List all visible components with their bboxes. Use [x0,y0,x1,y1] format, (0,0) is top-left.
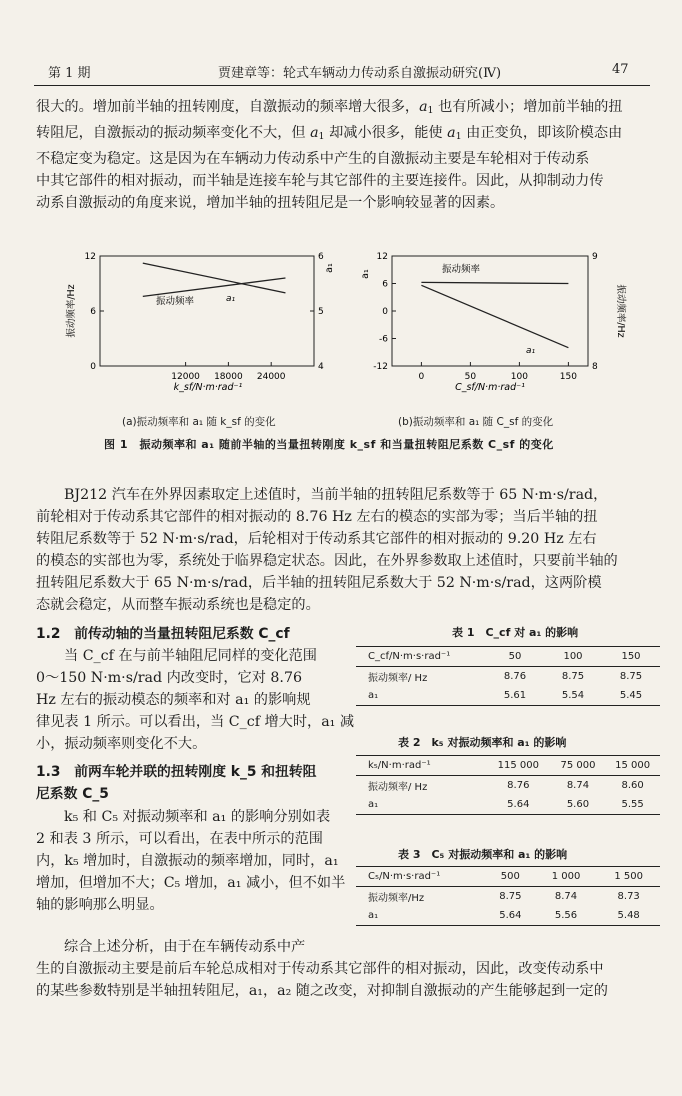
text-line: 当 C_cf 在与前半轴阻尼同样的变化范围 [64,648,317,664]
caption-a: (a)振动频率和 a₁ 随 k_sf 的变化 [122,416,276,428]
table-cell: 5.60 [551,795,606,815]
series-label-a1: a₁ [226,294,236,304]
x-tick-label: 18000 [214,372,243,382]
running-title: 贾建章等：轮式车辆动力传动系自激振动研究(Ⅳ) [218,66,502,81]
text-line: 的某些参数特别是半轴扭转阻尼，a₁，a₂ 随之改变，对抑制自激振动的产生能够起到一定的 [36,983,608,999]
text-line: BJ212 汽车在外界因素取定上述值时，当前半轴的扭转阻尼系数等于 65 N·m·s/rad， [64,487,608,503]
table-header-row [356,867,660,887]
text-line: 态就会稳定，从而整车振动系统也是稳定的。 [36,597,320,613]
table-cell: C₅/N·m·s·rad⁻¹ [356,867,486,887]
table-cell: 500 [486,867,535,887]
y-tick-label: 0 [90,362,96,372]
table-1-caption: 表 1 C_cf 对 a₁ 的影响 [452,626,579,639]
text-line: 前轮相对于传动系其它部件的相对振动的 8.76 Hz 左右的模态的实部为零；当后半轴的扭 [36,509,598,525]
paragraph-summary [36,936,650,1002]
table-cell: 8.60 [621,780,644,791]
table-row [356,776,660,796]
paragraph-intro [36,96,650,214]
text-line: 不稳定变为稳定。这是因为在车辆动力传动系中产生的自激振动主要是车轮相对于传动系 [36,151,590,167]
x-axis-label: C_sf/N·m·rad⁻¹ [455,382,525,393]
table-cell: 振动频率/ Hz [368,782,428,793]
text-line: 轴的影响那么明显。 [36,897,164,913]
plot-frame [100,256,314,366]
table-cell: C_cf/N·m·s·rad⁻¹ [356,647,486,667]
plot-frame [392,256,588,366]
y2-tick-label: 9 [592,252,598,262]
table-cell: 8.75 [499,891,522,902]
table-cell: 振动频率/ Hz [368,673,428,684]
table-header-row [356,756,660,776]
paragraph-1-3 [36,806,346,916]
table-cell: 15 000 [605,756,660,776]
y-axis-label: a₁ [360,269,371,279]
figure-caption: 图 1 振动频率和 a₁ 随前半轴的当量扭转刚度 k_sf 和当量扭转阻尼系数 C_sf 的变化 [104,438,554,451]
table-cell: a₁ [356,686,486,706]
series-a1-line [421,285,568,347]
text-line: 0～150 N·m·s/rad 内改变时，它对 8.76 [36,670,302,686]
table-2-caption: 表 2 k₅ 对振动频率和 a₁ 的影响 [398,736,567,749]
x-tick-label: 12000 [171,372,200,382]
series-a1-line [143,263,286,293]
series-label-a1: a₁ [526,346,536,356]
text-line: 综合上述分析，由于在车辆传动系中产 [64,939,306,955]
y-tick-label: -6 [379,334,388,345]
table-cell: a₁ [356,795,486,815]
text-line: 内，k₅ 增加时，自激振动的频率增加，同时，a₁ [36,853,339,869]
series-label-frequency: 振动频率 [442,264,481,275]
table-header-row [356,647,660,667]
table-cell: 100 [544,647,602,667]
table-1 [356,646,660,706]
table-cell: 5.54 [544,686,602,706]
table-cell: 8.74 [554,891,578,902]
table-cell: 5.61 [486,686,544,706]
chart-b [352,240,642,420]
caption-b: (b)振动频率和 a₁ 随 C_sf 的变化 [398,416,554,428]
y-tick-label: 12 [376,252,388,262]
text-line: 中其它部件的相对振动，而半轴是连接车轮与其它部件的主要连接件。因此，从抑制动力传 [36,173,604,189]
table-cell: 5.48 [597,906,660,926]
table-cell: k₅/N·m·rad⁻¹ [356,756,486,776]
y-axis-label: 振动频率/Hz [66,284,77,338]
text-line: 转阻尼，自激振动的振动频率变化不大，但 $a_1$ 却减小很多，能使 $a_1$ 由正变负，即该阶模态由 [36,125,623,142]
y2-tick-label: 6 [318,252,324,262]
table-cell: 5.55 [605,795,660,815]
table-cell: 振动频率/Hz [368,893,425,904]
y-tick-label: 6 [382,279,388,290]
x-axis-label: k_sf/N·m·rad⁻¹ [173,382,243,393]
x-tick-label: 0 [418,372,425,382]
x-tick-label: 24000 [256,372,286,382]
text-line: 小，振动频率则变化不大。 [36,736,207,752]
text-line: 生的自激振动主要是前后车轮总成相对于传动系其它部件的相对振动，因此，改变传动系中 [36,961,604,977]
table-cell: 5.56 [535,906,598,926]
y2-axis-label: a₁ [324,263,335,273]
table-cell: 1 000 [535,867,598,887]
table-cell: 8.76 [507,780,530,791]
x-tick-label: 150 [559,372,577,382]
table-row [356,887,660,907]
table-cell: 8.74 [566,780,590,791]
table-cell: 8.75 [619,671,643,682]
table-cell: a₁ [356,906,486,926]
series-label-frequency: 振动频率 [156,296,195,307]
x-tick-label: 100 [510,372,528,382]
y2-tick-label: 4 [318,362,324,372]
text-line: 的模态的实部也为零，系统处于临界稳定状态。因此，在外界参数取上述值时，只要前半轴的 [36,553,618,569]
table-cell: 150 [602,647,660,667]
table-cell: 8.75 [561,671,585,682]
text-line: k₅ 和 C₅ 对振动频率和 a₁ 的影响分别如表 [64,809,331,825]
table-cell: 5.64 [486,906,535,926]
table-cell: 5.64 [486,795,551,815]
table-3 [356,866,660,926]
series-frequency-line [421,282,568,283]
chart-a [60,240,340,420]
section-heading-1-3: 1.3 前两车轮并联的扭转刚度 k_5 和扭转阻 [36,764,317,780]
text-line: 扭转阻尼系数大于 65 N·m·s/rad，后半轴的扭转阻尼系数大于 52 N·m·s/rad，这两阶模 [36,575,602,591]
issue-label: 第 1 期 [48,66,91,81]
table-row [356,686,660,706]
section-heading-1-2: 1.2 前传动轴的当量扭转阻尼系数 C_cf [36,626,290,642]
page-number: 47 [612,62,629,77]
table-row [356,667,660,687]
x-tick-label: 50 [464,372,477,382]
table-row [356,906,660,926]
text-line: 律见表 1 所示。可以看出，当 C_cf 增大时，a₁ 减 [36,714,355,730]
y2-tick-label: 8 [592,362,598,372]
text-line: 2 和表 3 所示，可以看出，在表中所示的范围 [36,831,323,847]
table-cell: 8.76 [503,671,527,682]
paragraph-1-2 [36,645,355,755]
y-tick-label: 6 [90,307,96,317]
table-cell: 5.45 [602,686,660,706]
y-tick-label: 0 [382,307,388,317]
text-line: 动系自激振动的角度来说，增加半轴的扭转阻尼是一个影响较显著的因素。 [36,195,505,211]
section-heading-1-3-cont: 尼系数 C_5 [36,786,109,802]
text-line: 转阻尼系数等于 52 N·m·s/rad，后轮相对于传动系其它部件的相对振动的 9.20 Hz 左右 [36,531,597,547]
text-line: 增加，但增加不大；C₅ 增加，a₁ 减小，但不如半 [36,875,346,891]
text-line: Hz 左右的振动模态的频率和对 a₁ 的影响规 [36,692,311,708]
table-cell: 75 000 [551,756,606,776]
table-3-caption: 表 3 C₅ 对振动频率和 a₁ 的影响 [398,848,568,861]
table-row [356,795,660,815]
header-rule [34,85,650,86]
table-cell: 50 [486,647,544,667]
text-line: 很大的。增加前半轴的扭转刚度，自激振动的频率增大很多，$a_1$ 也有所减小；增加前半轴的扭 [36,99,623,116]
y-tick-label: 12 [84,252,96,262]
table-cell: 115 000 [486,756,551,776]
paragraph-bj212 [36,484,650,616]
series-frequency-line [143,278,286,296]
table-cell: 8.73 [617,891,640,902]
y2-axis-label: 振动频率/Hz [615,284,626,338]
table-cell: 1 500 [597,867,660,887]
y2-tick-label: 5 [318,307,324,317]
y-tick-label: -12 [373,362,388,372]
table-2 [356,755,660,815]
